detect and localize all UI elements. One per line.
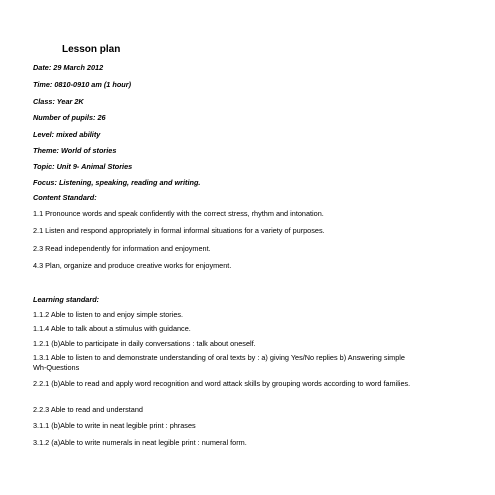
- content-standard-item: 2.3 Read independently for information and enjoyment.: [33, 244, 211, 253]
- learning-standard-item: 2.2.1 (b)Able to read and apply word recognition and word attack skills by grouping words according to word families.: [33, 379, 411, 388]
- content-standard-item: 4.3 Plan, organize and produce creative works for enjoyment.: [33, 261, 232, 270]
- learning-standard-item: 1.2.1 (b)Able to participate in daily conversations : talk about oneself.: [33, 339, 256, 348]
- focus-line: Focus: Listening, speaking, reading and writing.: [33, 178, 201, 187]
- date-line: Date: 29 March 2012: [33, 63, 104, 72]
- content-standard-item: 1.1 Pronounce words and speak confidently with the correct stress, rhythm and intonation.: [33, 209, 324, 218]
- learning-standard-item: 2.2.3 Able to read and understand: [33, 405, 143, 414]
- learning-standard-item: 1.1.4 Able to talk about a stimulus with guidance.: [33, 324, 191, 333]
- learning-standard-heading: Learning standard:: [33, 295, 100, 304]
- learning-standard-item: 3.1.2 (a)Able to write numerals in neat legible print : numeral form.: [33, 438, 247, 447]
- level-line: Level: mixed ability: [33, 130, 101, 139]
- learning-standard-item: 1.3.1 Able to listen to and demonstrate understanding of oral texts by : a) giving Yes/No replies b) Answering simple Wh-Questions: [33, 353, 405, 372]
- content-standard-item: 2.1 Listen and respond appropriately in formal informal situations for a variety of purposes.: [33, 226, 325, 235]
- learning-standard-item: 1.1.2 Able to listen to and enjoy simple stories.: [33, 310, 184, 319]
- document-title: Lesson plan: [62, 44, 121, 55]
- class-line: Class: Year 2K: [33, 97, 84, 106]
- topic-line: Topic: Unit 9- Animal Stories: [33, 162, 133, 171]
- theme-line: Theme: World of stories: [33, 146, 117, 155]
- learning-standard-item: 3.1.1 (b)Able to write in neat legible print : phrases: [33, 421, 196, 430]
- content-standard-heading: Content Standard:: [33, 193, 97, 202]
- time-line: Time: 0810-0910 am (1 hour): [33, 80, 132, 89]
- pupils-line: Number of pupils: 26: [33, 113, 106, 122]
